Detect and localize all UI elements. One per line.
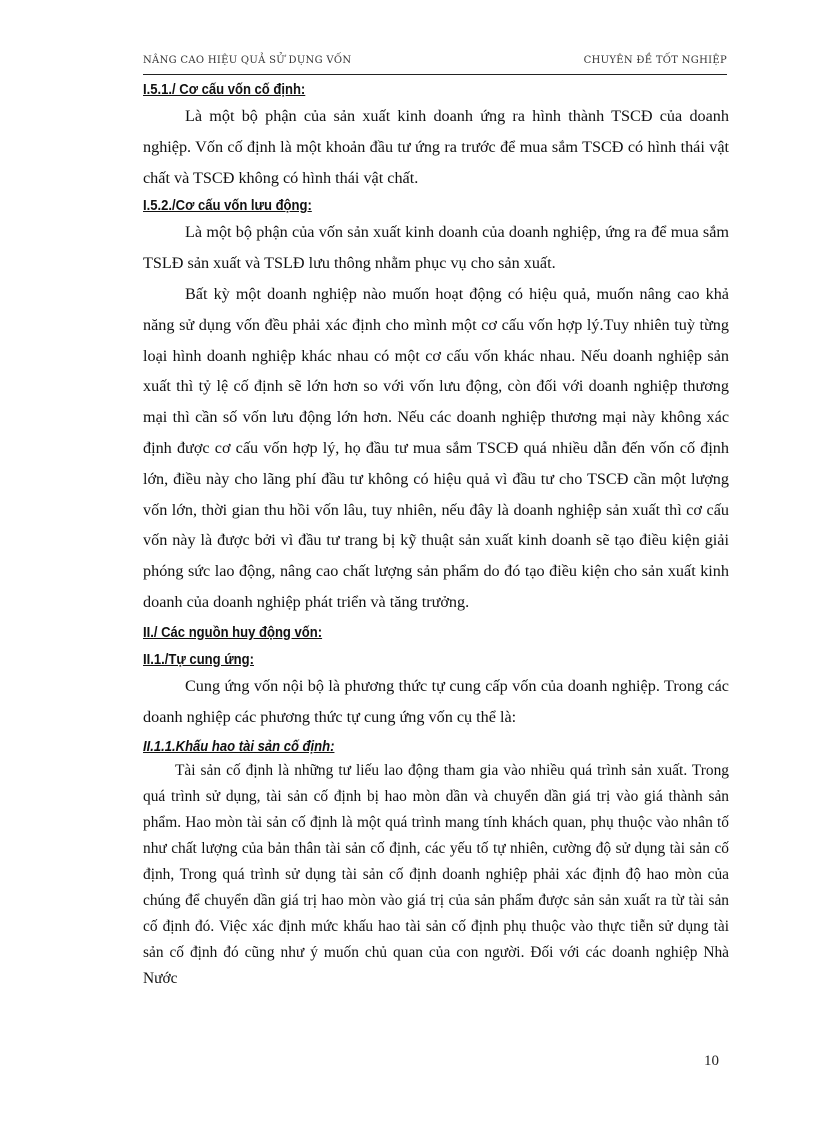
heading-ii: II./ Các nguồn huy động vốn: (143, 624, 323, 641)
paragraph-self-supply: Cung ứng vốn nội bộ là phương thức tự cung cấp vốn của doanh nghiệp. Trong các doanh nghiệp các phương thức tự cung ứng vốn cụ thể là: (143, 676, 729, 726)
heading-i-5-1: I.5.1./ Cơ cấu vốn cố định: (143, 82, 306, 98)
paragraph-depreciation: Tài sản cố định là những tư liếu lao động tham gia vào nhiều quá trình sản xuất. Trong quá trình sử dụng, tài sản cố định bị hao mòn dần và chuyển dần giá trị vào giá thành sản phẩm. Hao mòn tài sản cố định là một quá trình mang tính khách quan, phụ thuộc vào nhân tố như chất lượng của bản thân tài sản cố định, các yếu tố tự nhiên, cường độ sử dụng tài sản cố định, Trong quá trình sử dụng tài sản cố định doanh nghiệp phải xác định độ hao mòn của chúng để chuyển dần giá trị hao mòn vào giá trị của sản phẩm được sản sản xuất ra từ tài sản cố định đó. Việc xác định mức khấu hao tài sản cố định phụ thuộc vào thực tiễn sử dụng tài sản cố định đó cũng như ý muốn chủ quan của con người. Đối với các doanh nghiệp Nhà Nước (143, 762, 729, 988)
running-header (143, 50, 727, 75)
heading-ii-1: II.1./Tự cung ứng: (143, 651, 254, 668)
paragraph-working-capital: Là một bộ phận của vốn sản xuất kinh doanh của doanh nghiệp, ứng ra để mua sắm TSLĐ sản xuất và TSLĐ lưu thông nhằm phục vụ cho sản xuất. (143, 223, 729, 273)
header-left-title: NÂNG CAO HIỆU QUẢ SỬ DỤNG VỐN (143, 55, 352, 66)
page-number: 10 (704, 1053, 719, 1069)
header-right-title: CHUYÊN ĐỀ TỐT NGHIỆP (583, 55, 727, 66)
document-body (143, 79, 729, 992)
heading-i-5-2: I.5.2./Cơ cấu vốn lưu động: (143, 198, 312, 215)
heading-ii-1-1: II.1.1.Khấu hao tài sản cố định: (143, 739, 335, 756)
paragraph-capital-structure: Bất kỳ một doanh nghiệp nào muốn hoạt động có hiệu quả, muốn nâng cao khả năng sử dụng vốn đều phải xác định cho mình một cơ cấu vốn hợp lý.Tuy nhiên tuỳ từng loại hình doanh nghiệp khác nhau có một cơ cấu vốn khác nhau. Nếu doanh nghiệp sản xuất thì tỷ lệ cố định sẽ lớn hơn so với vốn lưu động, còn đối với doanh nghiệp thương mại thì cần số vốn lưu động lớn hơn. Nếu các doanh nghiệp thương mại này không xác định được cơ cấu vốn hợp lý, họ đầu tư mua sắm TSCĐ quá nhiều dẫn đến vốn cố định lớn, điều này cho lãng phí đầu tư không có hiệu quả vì đầu tư cho TSCĐ cần một lượng vốn lớn, thời gian thu hồi vốn lâu, tuy nhiên, nếu đây là doanh nghiệp sản xuất thì cơ cấu vốn này là được bởi vì đầu tư trang bị kỹ thuật sản xuất kinh doanh sẽ tạo điều kiện giải phóng sức lao động, nâng cao chất lượng sản phẩm do đó tạo điều kiện cho sản xuất kinh doanh của doanh nghiệp phát triển và tăng trưởng. (143, 284, 729, 611)
paragraph-fixed-capital: Là một bộ phận của sản xuất kinh doanh ứng ra hình thành TSCĐ của doanh nghiệp. Vốn cố định là một khoản đầu tư ứng ra trước để mua sắm TSCĐ có hình thái vật chất và TSCĐ không có hình thái vật chất. (143, 107, 729, 187)
